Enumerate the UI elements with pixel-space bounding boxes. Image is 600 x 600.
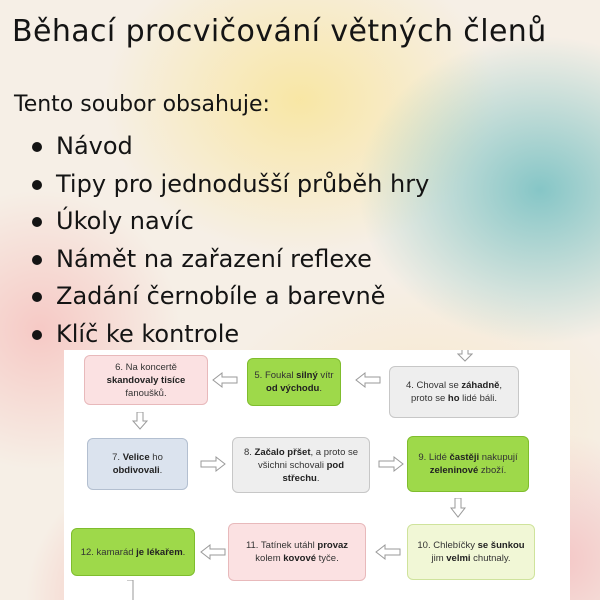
list-item-label: Zadání černobíle a barevně <box>56 282 386 310</box>
page-title: Běhací procvičování větných členů <box>12 14 547 49</box>
card-text: , proto se <box>410 380 503 404</box>
list-item <box>28 316 429 354</box>
list-item-label: Klíč ke kontrole <box>56 319 240 348</box>
arrow-left-icon <box>200 544 226 560</box>
task-card-9 <box>407 436 529 492</box>
list-item-label: Námět na zařazení reflexe <box>56 244 372 273</box>
contents-list <box>28 128 429 353</box>
list-item <box>28 203 429 241</box>
intro-text: Tento soubor obsahuje: <box>14 92 270 117</box>
task-card-4 <box>389 366 519 418</box>
list-item-label: Úkoly navíc <box>56 207 194 235</box>
game-board-preview <box>64 350 570 600</box>
card-highlight: provaz <box>317 540 349 551</box>
card-highlight: tisíce <box>161 374 186 386</box>
card-text: tyče. <box>316 553 339 564</box>
card-highlight: se šunkou <box>477 540 525 551</box>
arrow-down-icon <box>450 498 466 518</box>
card-highlight: obdivovali <box>112 465 160 476</box>
card-text: 12. kamarád <box>80 546 137 558</box>
task-card-12 <box>71 528 195 576</box>
bullet-icon <box>32 255 42 265</box>
task-card-7 <box>87 438 188 490</box>
card-highlight: častěji <box>449 452 480 463</box>
arrow-down-icon <box>122 580 138 600</box>
bullet-icon <box>32 217 42 227</box>
card-highlight: záhadně <box>461 380 500 391</box>
bullet-icon <box>32 292 42 302</box>
card-text: fanoušků. <box>125 387 167 399</box>
card-text: nakupují <box>479 452 518 463</box>
bullet-icon <box>32 330 42 340</box>
card-text: . <box>159 465 163 476</box>
card-text: ho <box>149 452 163 463</box>
card-highlight: od východu <box>266 383 320 394</box>
arrow-down-icon <box>457 350 473 362</box>
list-item-label: Tipy pro jednodušší průběh hry <box>56 169 430 198</box>
arrow-left-icon <box>355 372 381 388</box>
card-text: , a proto se všichni schovali <box>257 446 359 471</box>
card-text: 10. Chlebíčky <box>417 540 478 551</box>
task-card-8 <box>232 437 370 493</box>
arrow-left-icon <box>375 544 401 560</box>
card-text: 6. Na koncertě <box>115 361 177 373</box>
card-highlight: skandovaly <box>106 374 159 386</box>
card-highlight: velmi <box>446 553 471 564</box>
task-card-5 <box>247 358 341 406</box>
task-card-11 <box>228 523 366 581</box>
card-text: lidé báli. <box>459 393 498 404</box>
card-highlight: je lékařem <box>136 546 183 558</box>
card-highlight: kovové <box>283 553 317 564</box>
card-text: kolem <box>255 553 284 564</box>
list-item <box>28 241 429 279</box>
card-highlight: ho <box>447 393 460 404</box>
card-text: . <box>316 472 320 484</box>
card-highlight: silný <box>296 370 318 381</box>
arrow-right-icon <box>200 456 226 472</box>
card-text: . <box>319 383 322 394</box>
list-item <box>28 278 429 316</box>
arrow-right-icon <box>378 456 404 472</box>
card-text: . <box>182 546 186 558</box>
card-text: 8. <box>243 446 255 458</box>
card-text: jim <box>431 553 447 564</box>
card-text: 4. Choval se <box>405 380 462 391</box>
card-text: zboží. <box>478 465 507 476</box>
card-text: 9. Lidé <box>418 452 450 463</box>
bullet-icon <box>32 142 42 152</box>
list-item-label: Návod <box>56 132 133 160</box>
card-highlight: zeleninové <box>429 465 479 476</box>
card-text: 5. Foukal <box>254 370 297 381</box>
task-card-6 <box>84 355 208 405</box>
list-item <box>28 128 429 166</box>
list-item <box>28 166 429 204</box>
card-text: 11. Tatínek utáhl <box>245 540 318 551</box>
task-card-10 <box>407 524 535 580</box>
card-highlight: pod střechu <box>282 459 345 484</box>
card-highlight: Začalo přšet <box>254 446 311 458</box>
card-text: vítr <box>317 370 334 381</box>
card-text: chutnaly. <box>470 553 511 564</box>
arrow-left-icon <box>212 372 238 388</box>
card-highlight: Velice <box>122 452 150 463</box>
arrow-down-icon <box>132 412 148 430</box>
bullet-icon <box>32 180 42 190</box>
card-text: 7. <box>112 452 123 463</box>
